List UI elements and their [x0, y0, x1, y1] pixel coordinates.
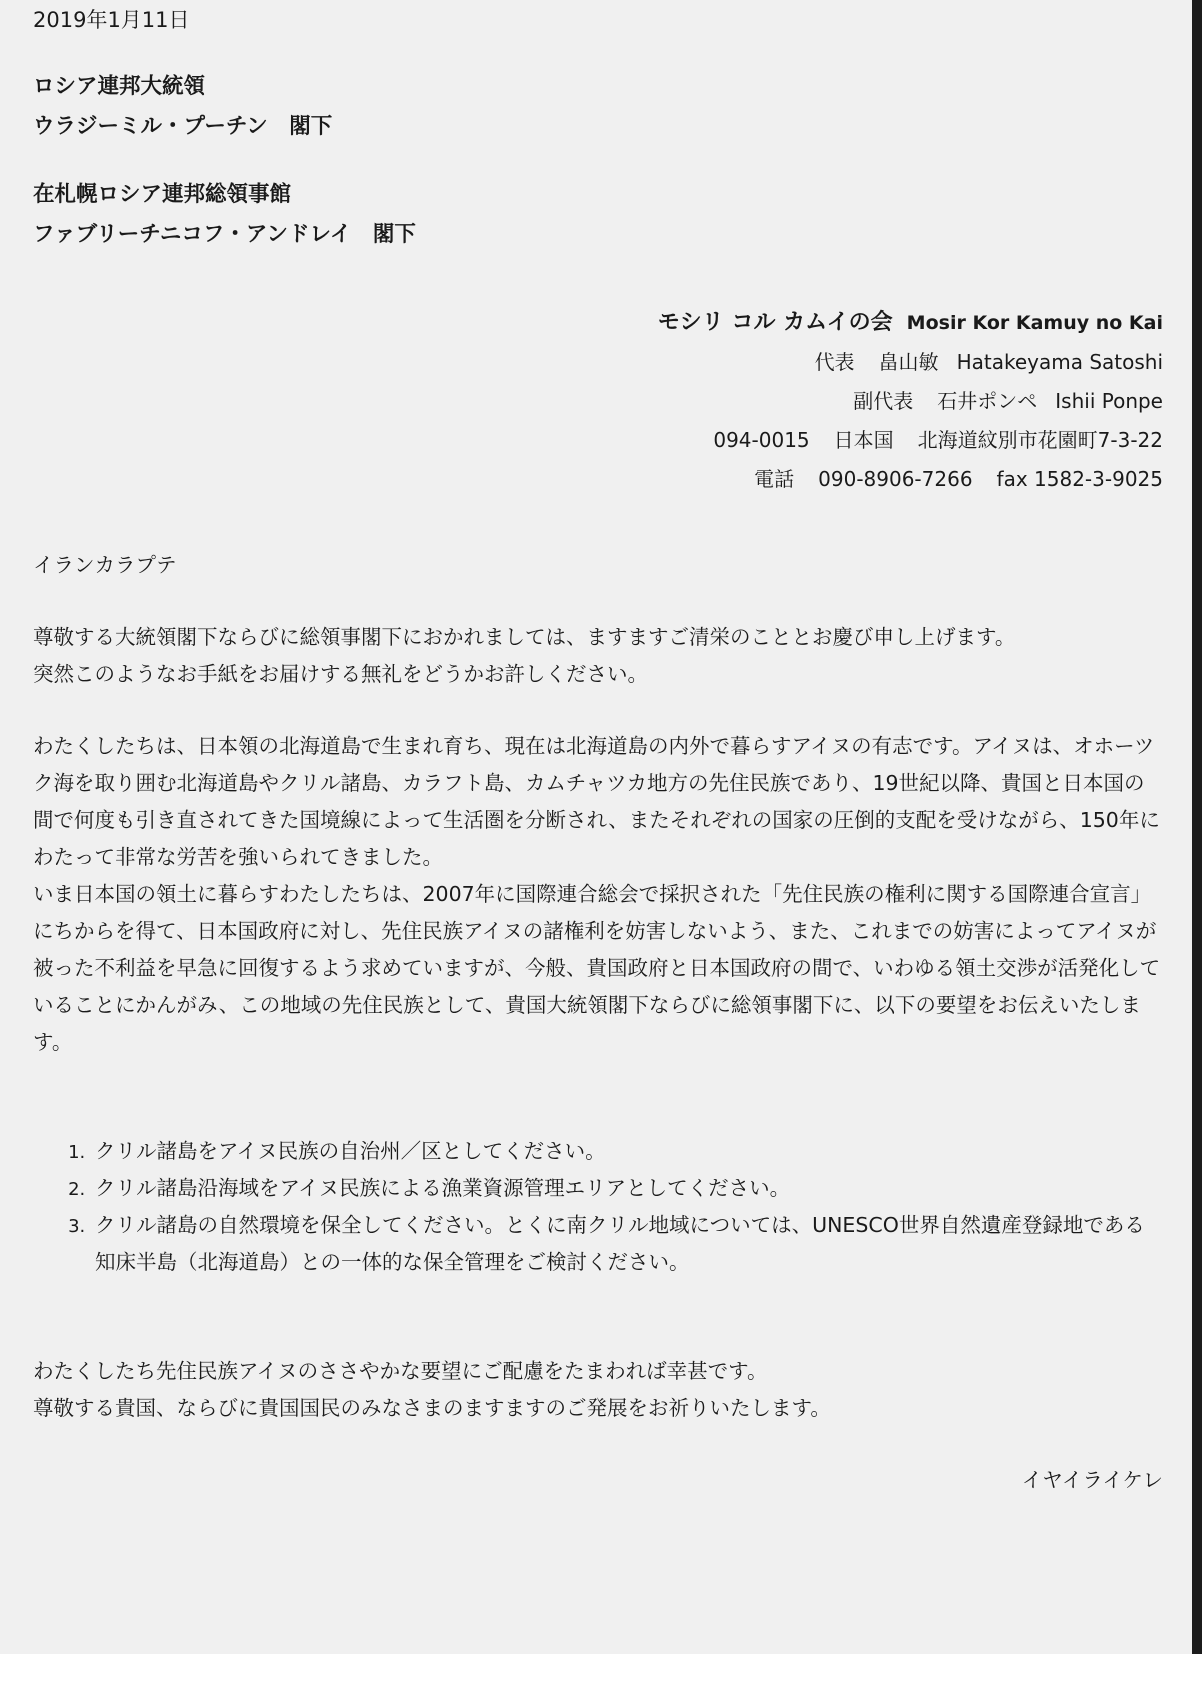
vice-representative-role: 副代表	[853, 389, 914, 413]
phone-number: 090-8906-7266	[818, 467, 973, 491]
opening-paragraph	[33, 619, 1163, 693]
scrollbar[interactable]	[1192, 0, 1202, 1654]
vice-representative-name-english: Ishii Ponpe	[1055, 389, 1163, 413]
addressee-consul-general	[33, 175, 1163, 255]
sender-vice-representative	[33, 382, 1163, 421]
paragraph-line: 尊敬する貴国、ならびに貴国国民のみなさまのますますのご発展をお祈りいたします。	[33, 1396, 831, 1420]
vice-representative-name-japanese: 石井ポンペ	[937, 389, 1038, 413]
fax-number: fax 1582-3-9025	[996, 467, 1163, 491]
paragraph-line: わたくしたちは、日本領の北海道島で生まれ育ち、現在は北海道島の内外で暮らすアイヌの有志です。アイヌは、オホーツク海を取り囲む北海道島やクリル諸島、カラフト島、カムチャツカ地方の先住民族であり、19世紀以降、貴国と日本国の間で何度も引き直されてきた国境線によって生活圏を分断され、またそれぞれの国家の圧倒的支配を受けながら、150年にわたって非常な労苦を強いられてきました。	[33, 734, 1160, 869]
letter-content	[33, 0, 1163, 1499]
addressee-president	[33, 67, 1163, 147]
sender-org-english: Mosir Kor Kamuy no Kai	[906, 312, 1163, 334]
paragraph-line: わたくしたち先住民族アイヌのささやかな要望にご配慮をたまわれば幸甚です。	[33, 1359, 768, 1383]
postal-code: 094-0015	[713, 428, 810, 452]
sender-representative	[33, 343, 1163, 382]
greeting: イランカラプテ	[33, 553, 177, 577]
representative-role: 代表	[814, 350, 855, 374]
sender-org-japanese: モシリ コル カムイの会	[657, 310, 893, 335]
paragraph-line: 突然このようなお手紙をお届けする無礼をどうかお許しください。	[33, 662, 648, 686]
letter-date: 2019年1月11日	[33, 8, 190, 32]
list-item: 3. クリル諸島の自然環境を保全してください。とくに南クリル地域については、UNESCO世界自然遺産登録地である知床半島（北海道島）との一体的な保全管理をご検討ください。	[91, 1207, 1163, 1281]
request-list	[33, 1133, 1163, 1281]
main-paragraph	[33, 728, 1163, 1061]
representative-name-english: Hatakeyama Satoshi	[956, 350, 1163, 374]
street-address: 北海道紋別市花園町7-3-22	[917, 428, 1163, 452]
list-item: 2. クリル諸島沿海域をアイヌ民族による漁業資源管理エリアとしてください。	[91, 1170, 1163, 1207]
paragraph-line: いま日本国の領土に暮らすわたしたちは、2007年に国際連合総会で採択された「先住民族の権利に関する国際連合宣言」にちからを得て、日本国政府に対し、先住民族アイヌの諸権利を妨害しないよう、また、これまでの妨害によってアイヌが被った不利益を早急に回復するよう求めていますが、今般、貴国政府と日本国政府の間で、いわゆる領土交渉が活発化していることにかんがみ、この地域の先住民族として、貴国大統領閣下ならびに総領事閣下に、以下の要望をお伝えいたします。	[33, 882, 1161, 1054]
sender-contact	[33, 460, 1163, 499]
list-item: 1. クリル諸島をアイヌ民族の自治州／区としてください。	[91, 1133, 1163, 1170]
closing-paragraph	[33, 1353, 1163, 1427]
representative-name-japanese: 畠山敏	[878, 350, 939, 374]
addressee-title: 在札幌ロシア連邦総領事館	[33, 182, 292, 207]
sender-address	[33, 421, 1163, 460]
sender-block	[33, 303, 1163, 499]
paragraph-line: 尊敬する大統領閣下ならびに総領事閣下におかれましては、ますますご清栄のこととお慶び申し上げます。	[33, 625, 1016, 649]
addressee-name: ウラジーミル・プーチン 閣下	[33, 114, 333, 139]
addressee-name: ファブリーチニコフ・アンドレイ 閣下	[33, 222, 416, 247]
signoff: イヤイライケレ	[1021, 1468, 1163, 1492]
phone-label: 電話	[754, 467, 795, 491]
addressee-title: ロシア連邦大統領	[33, 74, 206, 99]
sender-organization	[33, 303, 1163, 343]
country: 日本国	[833, 428, 894, 452]
